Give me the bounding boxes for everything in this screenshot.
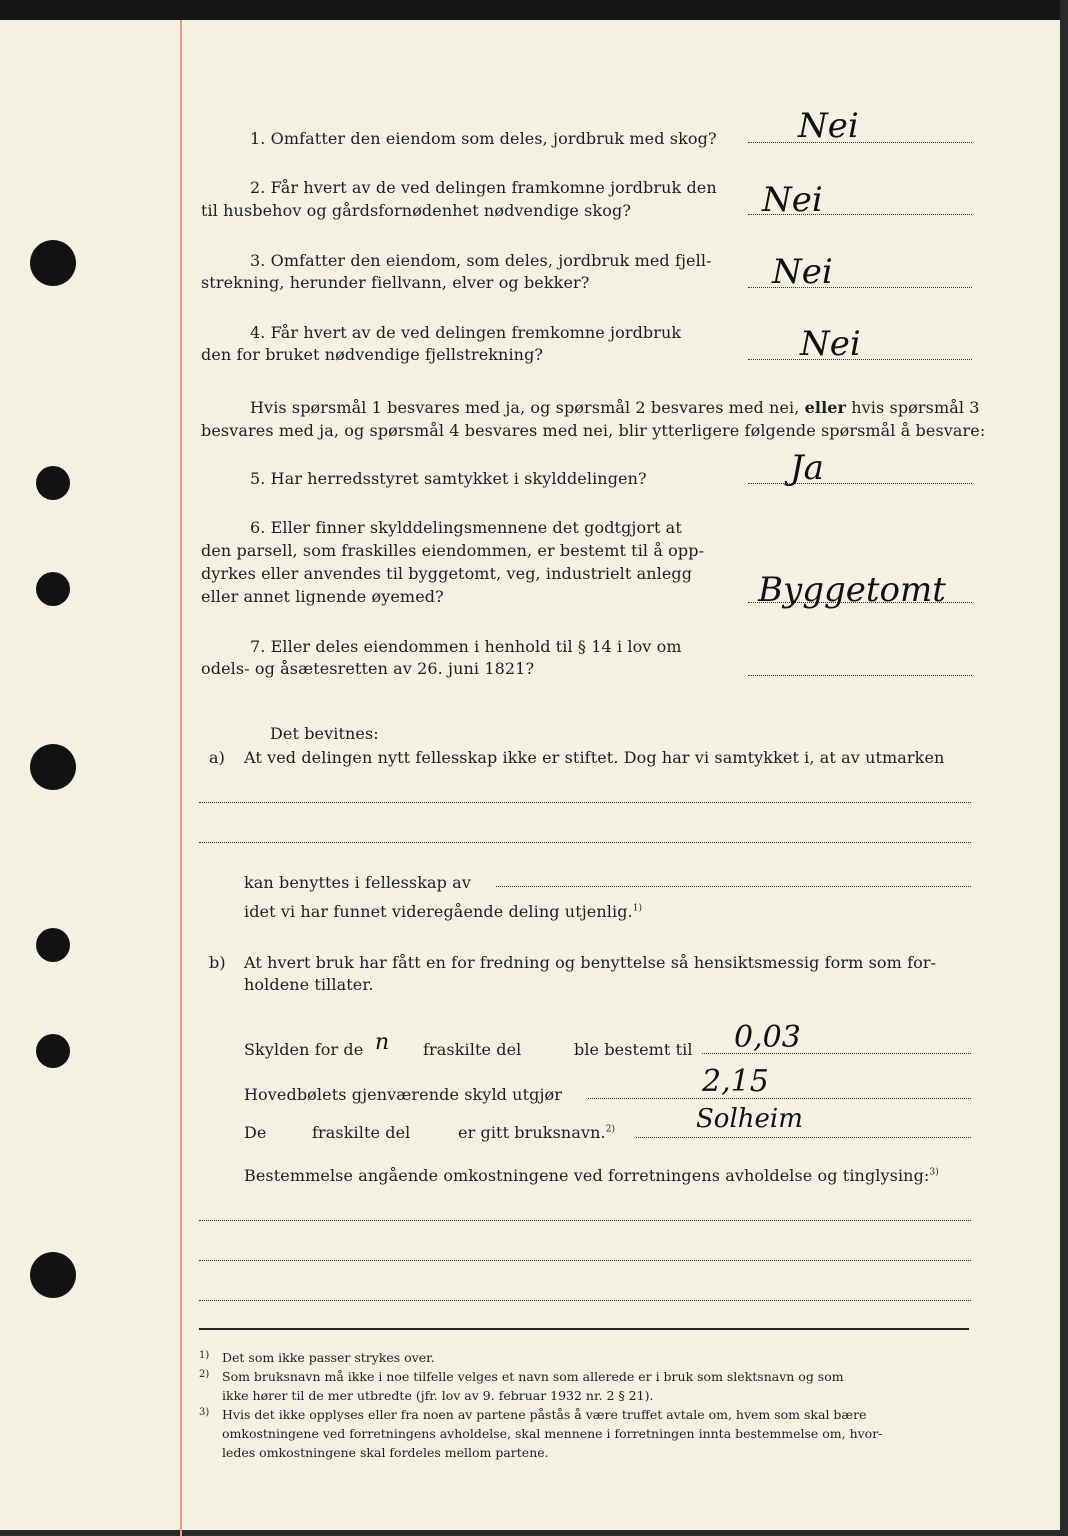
bevitnes-a-reason — [244, 902, 642, 921]
question-6-line-3: dyrkes eller anvendes til byggetomt, veg, industrielt anlegg — [201, 564, 693, 583]
question-1: 1. Omfatter den eiendom som deles, jordbruk med skog? — [250, 129, 717, 148]
answer-line-1 — [748, 142, 972, 143]
remaining-value-line — [588, 1098, 971, 1099]
footnote-ref-1: 1) — [632, 903, 643, 914]
condition-bold-word: eller — [804, 398, 847, 417]
share-value: 0,03 — [734, 1020, 801, 1055]
question-6-line-4: eller annet lignende øyemed? — [201, 587, 444, 606]
question-3-line-2: strekning, herunder fiellvann, elver og bekker? — [201, 273, 590, 292]
scan-bottom-border — [0, 1530, 1068, 1536]
punch-hole — [36, 928, 70, 962]
condition-text-b: hvis spørsmål 3 — [851, 398, 980, 417]
answer-1: Nei — [798, 106, 859, 146]
condition-line-1 — [250, 398, 980, 417]
footnote-separator — [199, 1328, 969, 1330]
answer-4: Nei — [800, 324, 861, 364]
footnote-2-line-1: Som bruksnavn må ikke i noe tilfelle velges et navn som allerede er i bruk som slektsnavn og som — [222, 1369, 844, 1384]
question-5: 5. Har herredsstyret samtykket i skylddelingen? — [250, 469, 647, 488]
answer-3: Nei — [772, 252, 833, 292]
skyld-line-3b: fraskilte del — [312, 1123, 411, 1142]
footnote-3-line-3: ledes omkostningene skal fordeles mellom partene. — [222, 1445, 549, 1460]
blank-line — [199, 1260, 971, 1261]
condition-line-2: besvares med ja, og spørsmål 4 besvares med nei, blir ytterligere følgende spørsmål å besvare: — [201, 421, 986, 440]
blank-line — [199, 802, 971, 803]
question-7-line-2: odels- og åsætesretten av 26. juni 1821? — [201, 659, 535, 678]
skyld-line-1b: fraskilte del — [423, 1040, 522, 1059]
bevitnes-a-label: a) — [209, 748, 225, 767]
question-6-line-2: den parsell, som fraskilles eiendommen, er bestemt til å opp- — [201, 541, 705, 560]
skyld-handwritten-n: n — [375, 1030, 390, 1055]
skyld-line-3a: De — [244, 1123, 267, 1142]
common-use-line — [496, 886, 971, 887]
skyld-line-3c-text: er gitt bruksnavn. — [458, 1123, 606, 1142]
scan-top-border — [0, 0, 1068, 20]
farm-name-line — [636, 1137, 971, 1138]
skyld-line-2: Hovedbølets gjenværende skyld utgjør — [244, 1085, 563, 1104]
footnote-1-mark: 1) — [199, 1350, 210, 1361]
scan-right-border — [1060, 0, 1068, 1536]
bevitnes-a-text: At ved delingen nytt fellesskap ikke er stiftet. Dog har vi samtykket i, at av utmarken — [244, 748, 945, 767]
punch-hole — [30, 744, 76, 790]
question-6-line-1: 6. Eller finner skylddelingsmennene det godtgjort at — [250, 518, 682, 537]
margin-line — [180, 20, 182, 1536]
question-7-line-1: 7. Eller deles eiendommen i henhold til § 14 i lov om — [250, 637, 682, 656]
answer-line-7 — [748, 675, 972, 676]
bevitnes-b-text-1: At hvert bruk har fått en for fredning og benyttelse så hensiktsmessig form som for- — [244, 953, 937, 972]
question-4-line-1: 4. Får hvert av de ved delingen fremkomne jordbruk — [250, 323, 682, 342]
answer-line-5 — [748, 483, 972, 484]
footnote-3-mark: 3) — [199, 1407, 210, 1418]
remaining-value: 2,15 — [702, 1064, 769, 1099]
bevitnes-b-text-2: holdene tillater. — [244, 975, 374, 994]
bevitnes-b-label: b) — [209, 953, 226, 972]
footnote-1: Det som ikke passer strykes over. — [222, 1350, 435, 1365]
blank-line — [199, 842, 971, 843]
skyld-line-3c — [458, 1123, 615, 1142]
blank-line — [199, 1220, 971, 1221]
blank-line — [199, 1300, 971, 1301]
question-2-line-1: 2. Får hvert av de ved delingen framkomne jordbruk den — [250, 178, 717, 197]
answer-2: Nei — [762, 180, 823, 220]
answer-6: Byggetomt — [758, 570, 946, 610]
punch-hole — [36, 572, 70, 606]
skyld-line-1c: ble bestemt til — [574, 1040, 693, 1059]
footnote-ref-3: 3) — [929, 1167, 939, 1178]
skyld-line-4 — [244, 1166, 939, 1185]
question-3-line-1: 3. Omfatter den eiendom, som deles, jordbruk med fjell- — [250, 251, 712, 270]
punch-hole — [36, 1034, 70, 1068]
bevitnes-a-common: kan benyttes i fellesskap av — [244, 873, 471, 892]
bevitnes-a-reason-text: idet vi har funnet videregående deling utjenlig. — [244, 902, 633, 921]
footnote-2-mark: 2) — [199, 1369, 210, 1380]
footnote-2-line-2: ikke hører til de mer utbredte (jfr. lov av 9. februar 1932 nr. 2 § 21). — [222, 1388, 654, 1403]
punch-hole — [36, 466, 70, 500]
condition-text-a: Hvis spørsmål 1 besvares med ja, og spørsmål 2 besvares med nei, — [250, 398, 800, 417]
punch-hole — [30, 1252, 76, 1298]
footnote-ref-2: 2) — [605, 1124, 616, 1135]
skyld-line-1a: Skylden for de — [244, 1040, 364, 1059]
footnote-3-line-1: Hvis det ikke opplyses eller fra noen av partene påstås å være truffet avtale om, hvem som skal bære — [222, 1407, 867, 1422]
skyld-line-4-text: Bestemmelse angående omkostningene ved forretningens avholdelse og tinglysing: — [244, 1166, 930, 1185]
farm-name: Solheim — [696, 1104, 803, 1134]
footnote-3-line-2: omkostningene ved forretningens avholdelse, skal mennene i forretningen innta bestemmelse om, hvor- — [222, 1426, 883, 1441]
answer-5: Ja — [790, 448, 824, 488]
question-2-line-2: til husbehov og gårdsfornødenhet nødvendige skog? — [201, 201, 632, 220]
punch-hole — [30, 240, 76, 286]
question-4-line-2: den for bruket nødvendige fjellstrekning? — [201, 345, 544, 364]
bevitnes-heading: Det bevitnes: — [270, 724, 379, 743]
